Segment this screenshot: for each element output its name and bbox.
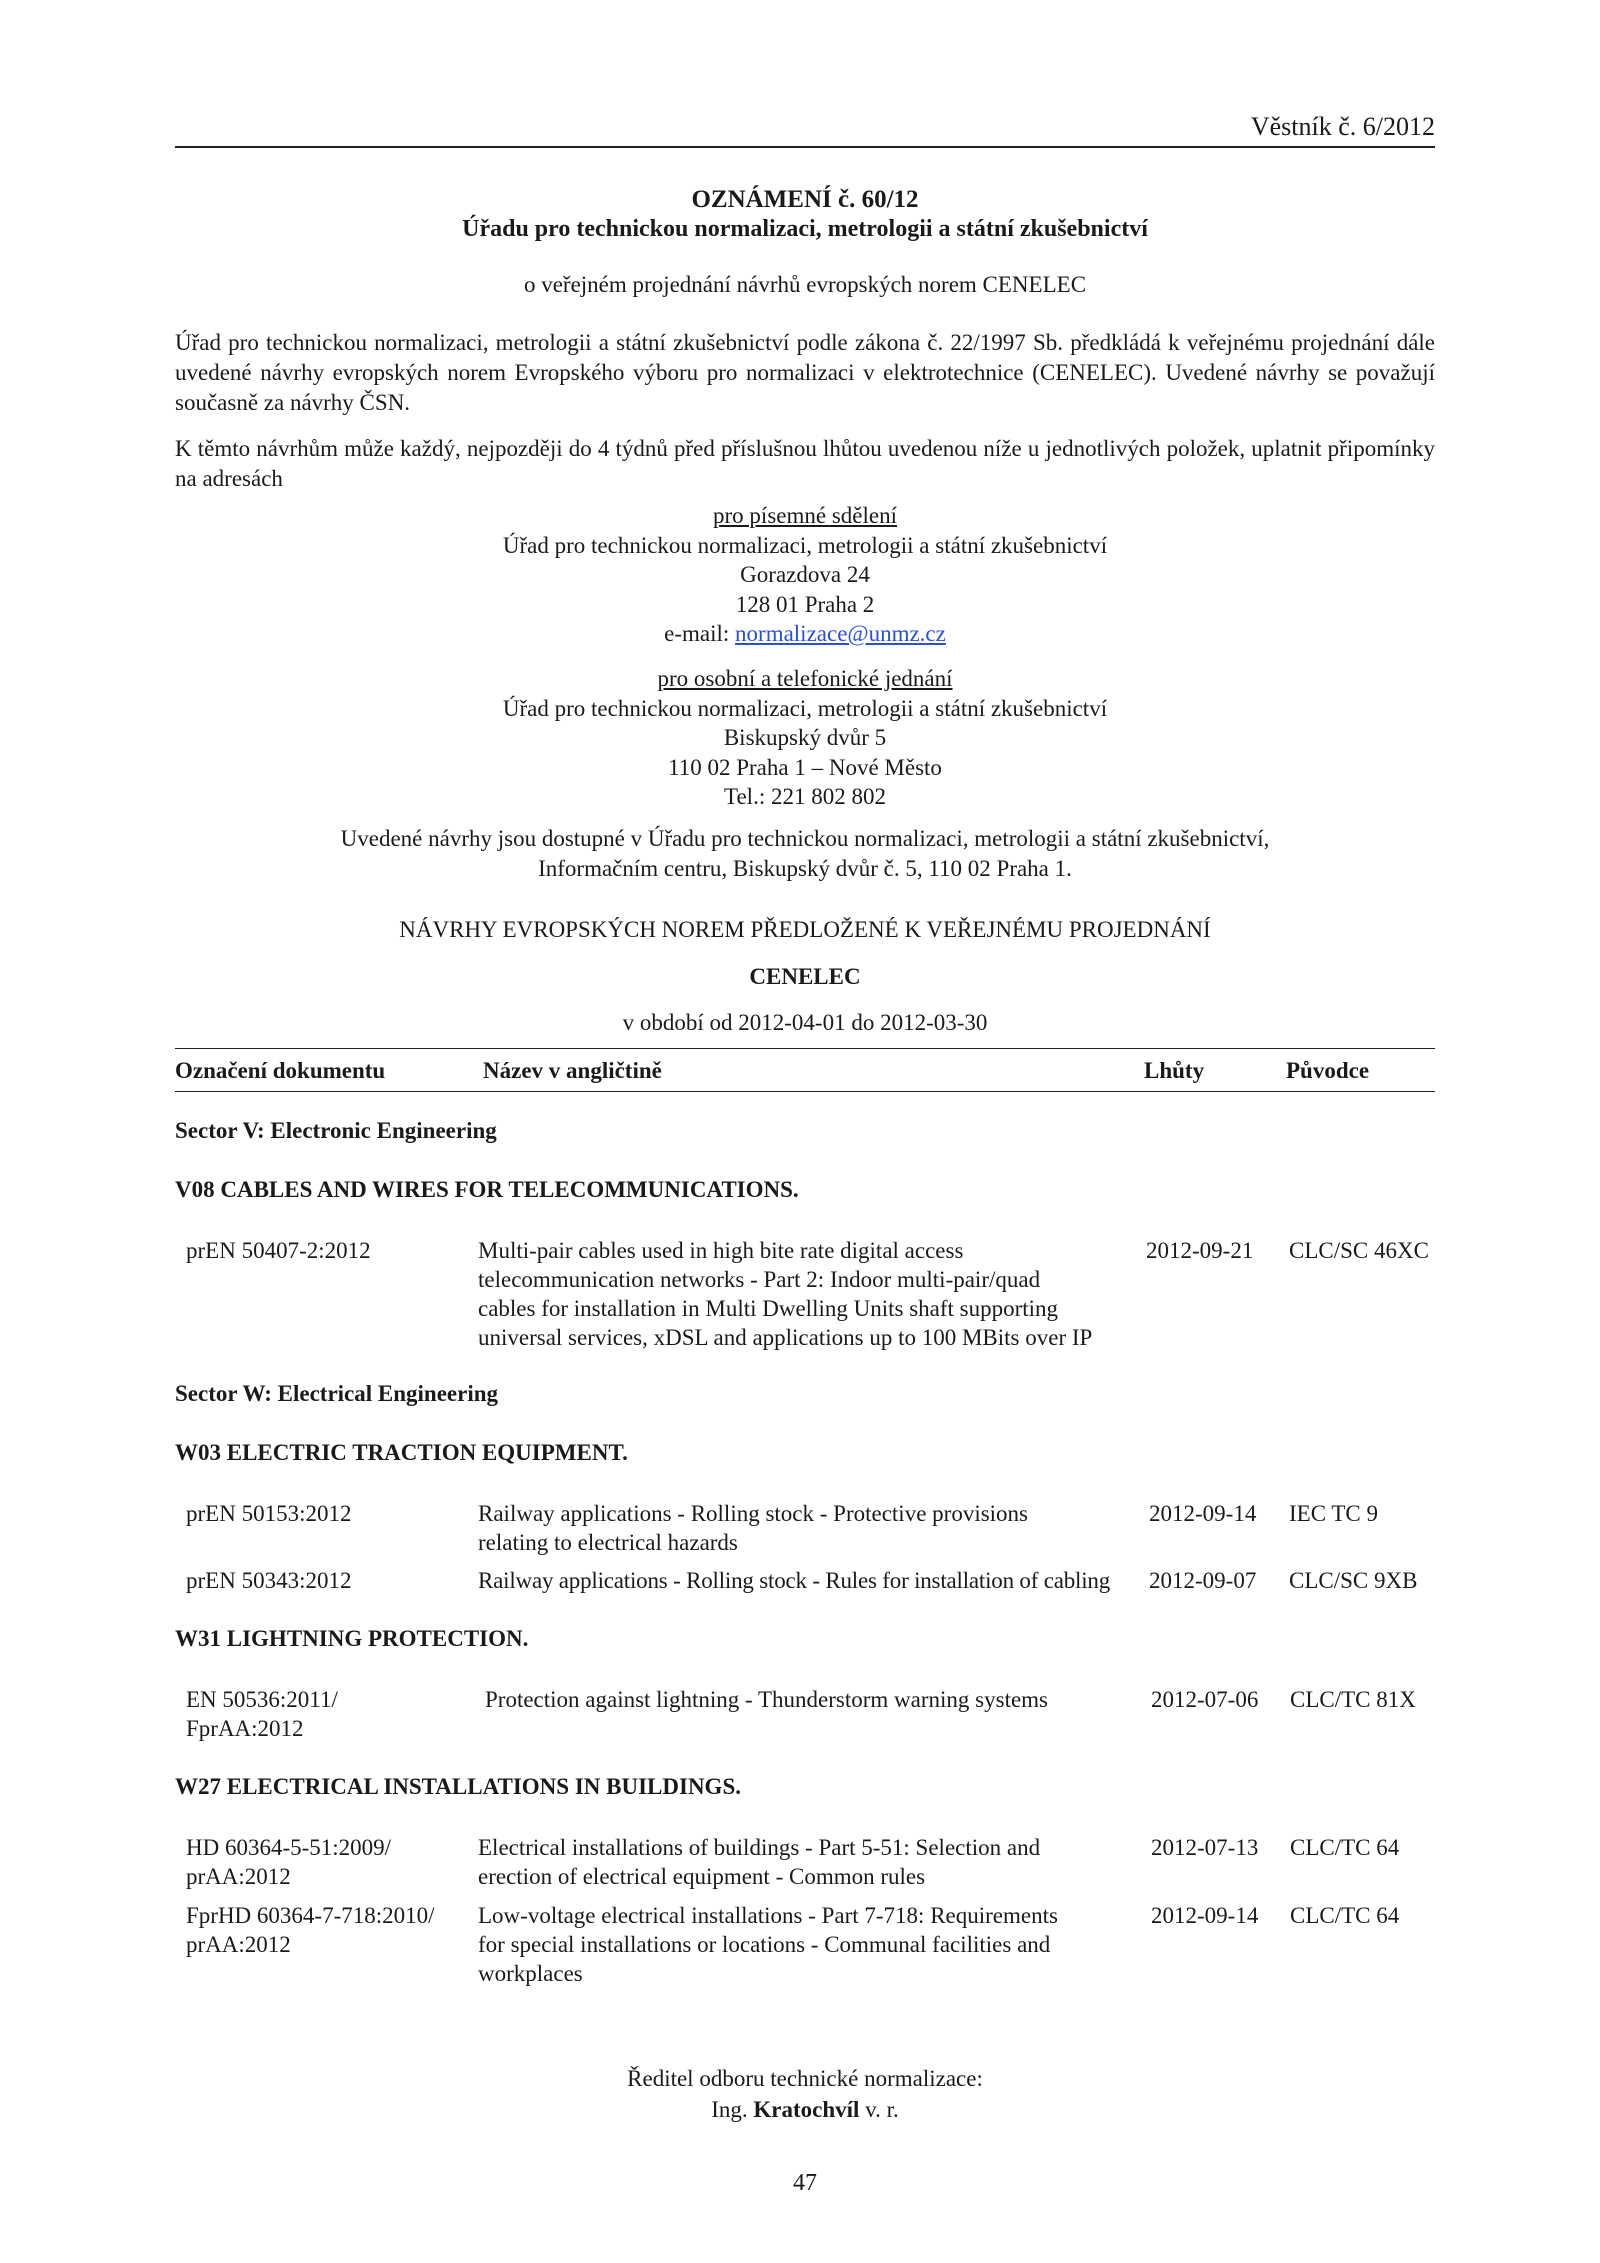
header-rule (175, 146, 1435, 148)
availability-line-1: Uvedené návrhy jsou dostupné v Úřadu pro technickou normalizaci, metrologii a státní zkušebnictví, (340, 826, 1270, 851)
committee-heading: W27 ELECTRICAL INSTALLATIONS IN BUILDINGS. (175, 1774, 741, 1799)
written-contact-block (175, 501, 1435, 649)
announcement-number: OZNÁMENÍ č. 60/12 (691, 186, 919, 213)
availability-line-2: Informačním centru, Biskupský dvůr č. 5, 110 02 Praha 1. (538, 856, 1072, 881)
personal-contact-block (175, 664, 1435, 812)
committee-heading: W31 LIGHTNING PROTECTION. (175, 1626, 529, 1651)
document-title-line: Railway applications - Rolling stock - Rules for installation of cabling (478, 1568, 1111, 1593)
personal-contact-org: Úřad pro technickou normalizaci, metrologii a státní zkušebnictví (502, 695, 1108, 721)
originator: IEC TC 9 (1289, 1501, 1379, 1526)
intro-paragraph: Úřad pro technickou normalizaci, metrologii a státní zkušebnictví podle zákona č. 22/1997 Sb. předkládá k veřejnému projednání dále uvedené návrhy evropských norem Evropského výboru pro normalizaci v elektrotechnice (CENELEC). Uvedené návrhy se považují současně za návrhy ČSN. (175, 330, 1435, 415)
document-title (478, 1236, 1092, 1352)
document-title-line: for special installations or locations - Communal facilities and (478, 1932, 1051, 1957)
document-id (186, 1833, 391, 1891)
email-label: e-mail: (664, 621, 736, 646)
document-id-line: prEN 50343:2012 (186, 1568, 352, 1593)
document-title-line: erection of electrical equipment - Common rules (478, 1864, 926, 1889)
document-title (478, 1901, 1058, 1988)
signature-name: Kratochvíl (753, 2097, 860, 2122)
availability-note (175, 824, 1435, 884)
document-title-line: telecommunication networks - Part 2: Indoor multi-pair/quad (478, 1267, 1041, 1292)
document-title-line: Multi-pair cables used in high bite rate digital access (478, 1238, 964, 1263)
personal-contact-street: Biskupský dvůr 5 (723, 725, 887, 750)
signature-role: Ředitel odboru technické normalizace: (627, 2066, 983, 2091)
announcement-subject: o veřejném projednání návrhů evropských norem CENELEC (523, 272, 1087, 297)
committee-heading: V08 CABLES AND WIRES FOR TELECOMMUNICATIONS. (175, 1177, 799, 1202)
written-contact-org: Úřad pro technickou normalizaci, metrologii a státní zkušebnictví (502, 532, 1108, 558)
sector-heading: Sector V: Electronic Engineering (175, 1118, 497, 1143)
originator: CLC/SC 46XC (1289, 1238, 1429, 1263)
announcement-issuer: Úřadu pro technickou normalizaci, metrologii a státní zkušebnictví (462, 216, 1148, 242)
list-title: NÁVRHY EVROPSKÝCH NOREM PŘEDLOŽENÉ K VEŘEJNÉMU PROJEDNÁNÍ (399, 917, 1211, 942)
document-id-line: EN 50536:2011/ (186, 1687, 338, 1712)
document-title (478, 1566, 1110, 1595)
document-title-line: workplaces (478, 1961, 583, 1986)
document-title (485, 1685, 1048, 1714)
signature-name-line (175, 2094, 1435, 2125)
page-number: 47 (793, 2170, 817, 2196)
deadline: 2012-09-14 (1149, 1501, 1257, 1526)
document-id-line: FprAA:2012 (186, 1716, 304, 1741)
column-header-document: Označení dokumentu (175, 1058, 386, 1083)
document-id-line: prEN 50407-2:2012 (186, 1238, 371, 1263)
document-id (186, 1685, 338, 1743)
document-title-line: Electrical installations of buildings - Part 5-51: Selection and (478, 1835, 1041, 1860)
document-title (478, 1833, 1040, 1891)
document-title-line: Protection against lightning - Thunderstorm warning systems (485, 1687, 1049, 1712)
document-id-line: HD 60364-5-51:2009/ (186, 1835, 392, 1860)
deadline: 2012-07-06 (1151, 1687, 1259, 1712)
originator: CLC/TC 64 (1290, 1835, 1400, 1860)
document-title (478, 1499, 1028, 1557)
committee-heading: W03 ELECTRIC TRACTION EQUIPMENT. (175, 1440, 628, 1465)
originator: CLC/SC 9XB (1289, 1568, 1418, 1593)
document-title-line: cables for installation in Multi Dwelling Units shaft supporting (478, 1296, 1059, 1321)
deadline: 2012-09-21 (1146, 1238, 1254, 1263)
journal-header: Věstník č. 6/2012 (1250, 112, 1435, 141)
sector-heading: Sector W: Electrical Engineering (175, 1381, 499, 1406)
document-title-line: relating to electrical hazards (478, 1530, 738, 1555)
signature-block (175, 2063, 1435, 2125)
deadline: 2012-09-14 (1151, 1903, 1259, 1928)
written-contact-city: 128 01 Praha 2 (735, 591, 875, 617)
table-top-rule (175, 1048, 1435, 1049)
deadline: 2012-07-13 (1151, 1835, 1259, 1860)
document-id (186, 1566, 351, 1595)
document-id (186, 1901, 435, 1959)
document-title-line: universal services, xDSL and applications up to 100 MBits over IP (478, 1325, 1093, 1350)
signature-suffix: v. r. (859, 2097, 899, 2122)
email-link[interactable]: normalizace@unmz.cz (735, 621, 946, 646)
originator: CLC/TC 81X (1290, 1687, 1416, 1712)
document-id (186, 1499, 351, 1528)
written-contact-street: Gorazdova 24 (740, 562, 870, 587)
written-contact-heading: pro písemné sdělení (713, 503, 897, 528)
column-header-deadline: Lhůty (1144, 1058, 1205, 1083)
document-title-line: Railway applications - Rolling stock - Protective provisions (478, 1501, 1029, 1526)
comments-paragraph: K těmto návrhům může každý, nejpozději do 4 týdnů před příslušnou lhůtou uvedenou níže u jednotlivých položek, uplatnit připomínky na adresách (175, 436, 1435, 491)
list-period: v období od 2012-04-01 do 2012-03-30 (622, 1010, 988, 1035)
column-header-originator: Původce (1286, 1058, 1370, 1083)
personal-contact-phone: Tel.: 221 802 802 (724, 784, 886, 809)
personal-contact-heading: pro osobní a telefonické jednání (657, 666, 953, 691)
list-body: CENELEC (749, 964, 861, 989)
signature-prefix: Ing. (711, 2097, 754, 2122)
document-id-line: prAA:2012 (186, 1932, 291, 1957)
deadline: 2012-09-07 (1149, 1568, 1257, 1593)
document-id (186, 1236, 371, 1265)
originator: CLC/TC 64 (1290, 1903, 1400, 1928)
document-title-line: Low-voltage electrical installations - Part 7-718: Requirements (478, 1903, 1058, 1928)
column-header-title: Název v angličtině (483, 1058, 662, 1083)
document-id-line: prAA:2012 (186, 1864, 291, 1889)
personal-contact-city: 110 02 Praha 1 – Nové Město (668, 754, 942, 780)
document-id-line: prEN 50153:2012 (186, 1501, 352, 1526)
table-header-rule (175, 1091, 1435, 1092)
document-id-line: FprHD 60364-7-718:2010/ (186, 1903, 435, 1928)
